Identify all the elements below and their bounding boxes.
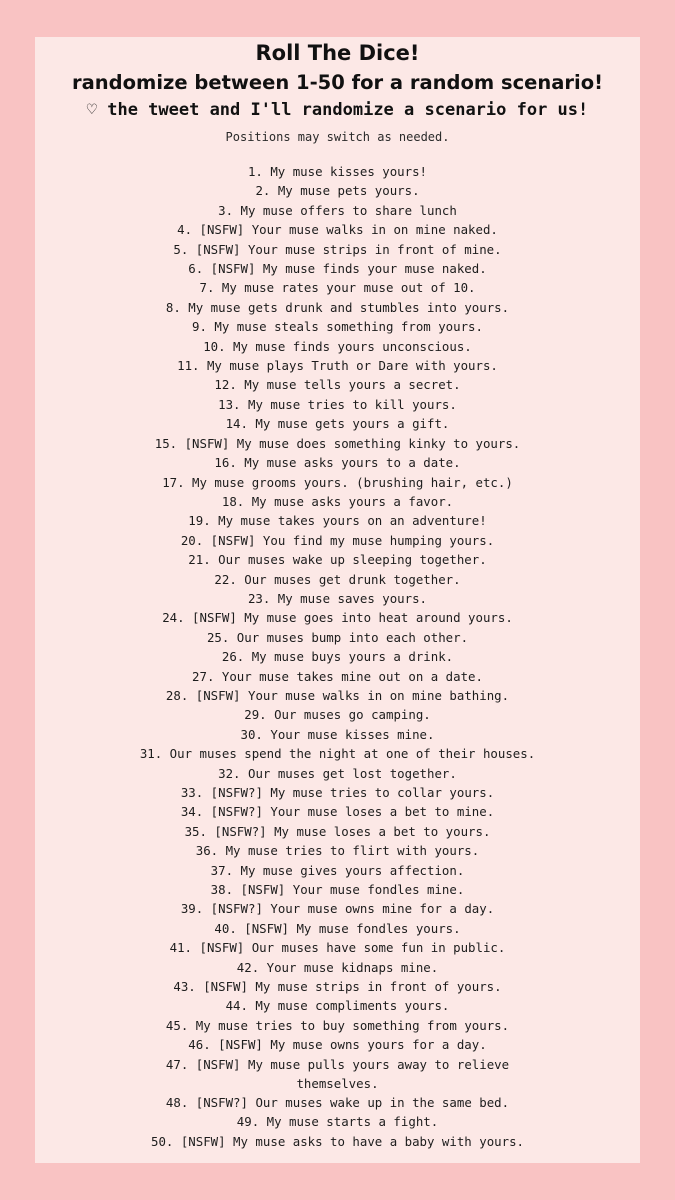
scenario-item: 25. Our muses bump into each other. — [206, 629, 469, 645]
scenario-item: 20. [NSFW] You find my muse humping yours. — [180, 532, 495, 548]
scenario-item: 18. My muse asks yours a favor. — [221, 493, 454, 509]
scenario-item: 21. Our muses wake up sleeping together. — [188, 552, 487, 568]
scenario-item: 47. [NSFW] My muse pulls yours away to relieve themselves. — [165, 1056, 510, 1091]
scenario-item: 3. My muse offers to share lunch — [218, 202, 457, 218]
scenario-item: 24. [NSFW] My muse goes into heat around yours. — [162, 610, 513, 626]
scenario-item: 44. My muse compliments yours. — [225, 998, 450, 1014]
scenario-item: 34. [NSFW?] Your muse loses a bet to mine. — [180, 804, 495, 820]
scenario-item: 46. [NSFW] My muse owns yours for a day. — [188, 1037, 487, 1053]
scenario-item: 17. My muse grooms yours. (brushing hair, etc.) — [162, 474, 513, 490]
scenario-item: 22. Our muses get drunk together. — [214, 571, 461, 587]
scenario-item: 8. My muse gets drunk and stumbles into yours. — [165, 299, 510, 315]
content-card — [35, 37, 640, 1163]
tweet-instruction — [35, 97, 640, 123]
scenario-item: 28. [NSFW] Your muse walks in on mine bathing. — [165, 687, 510, 703]
scenario-item: 43. [NSFW] My muse strips in front of yours. — [173, 979, 502, 995]
scenario-item: 41. [NSFW] Our muses have some fun in public. — [169, 940, 506, 956]
scenario-item: 48. [NSFW?] Our muses wake up in the same bed. — [165, 1094, 510, 1110]
scenario-item: 4. [NSFW] Your muse walks in on mine naked. — [177, 222, 498, 238]
scenario-item: 2. My muse pets yours. — [255, 183, 420, 199]
scenario-list — [35, 162, 640, 1151]
scenario-item: 42. Your muse kidnaps mine. — [236, 959, 439, 975]
page-subtitle: randomize between 1-50 for a random scenario! — [72, 71, 603, 94]
scenario-item: 31. Our muses spend the night at one of their houses. — [139, 746, 536, 762]
scenario-item: 32. Our muses get lost together. — [218, 765, 457, 781]
scenario-item: 29. Our muses go camping. — [244, 707, 431, 723]
scenario-item: 37. My muse gives yours affection. — [210, 862, 465, 878]
scenario-item: 12. My muse tells yours a secret. — [214, 377, 461, 393]
scenario-item: 49. My muse starts a fight. — [236, 1114, 439, 1130]
positions-note: Positions may switch as needed. — [225, 130, 450, 144]
scenario-item: 38. [NSFW] Your muse fondles mine. — [210, 882, 465, 898]
scenario-item: 15. [NSFW] My muse does something kinky to yours. — [154, 435, 521, 451]
scenario-item: 16. My muse asks yours to a date. — [214, 455, 461, 471]
scenario-item: 23. My muse saves yours. — [247, 590, 428, 606]
header — [35, 37, 640, 144]
scenario-item: 50. [NSFW] My muse asks to have a baby with yours. — [151, 1133, 524, 1149]
scenario-item: 27. Your muse takes mine out on a date. — [192, 668, 483, 684]
scenario-item: 9. My muse steals something from yours. — [192, 319, 483, 335]
scenario-item: 7. My muse rates your muse out of 10. — [199, 280, 476, 296]
heart-icon: ♡ — [86, 100, 97, 120]
scenario-item: 26. My muse buys yours a drink. — [221, 649, 454, 665]
tweet-instruction-text: the tweet and I'll randomize a scenario for us! — [96, 100, 589, 120]
scenario-item: 40. [NSFW] My muse fondles yours. — [214, 920, 461, 936]
scenario-item: 39. [NSFW?] Your muse owns mine for a day. — [180, 901, 495, 917]
scenario-item: 1. My muse kisses yours! — [247, 164, 428, 179]
scenario-item: 45. My muse tries to buy something from yours. — [165, 1017, 510, 1033]
scenario-item: 5. [NSFW] Your muse strips in front of mine. — [173, 241, 502, 257]
scenario-item: 33. [NSFW?] My muse tries to collar yours. — [180, 785, 495, 800]
scenario-item: 13. My muse tries to kill yours. — [218, 396, 457, 412]
scenario-item: 30. Your muse kisses mine. — [240, 726, 435, 742]
scenario-item: 6. [NSFW] My muse finds your muse naked. — [188, 261, 487, 277]
scenario-item: 11. My muse plays Truth or Dare with yours. — [177, 358, 498, 374]
scenario-item: 19. My muse takes yours on an adventure! — [188, 513, 487, 529]
scenario-item: 35. [NSFW?] My muse loses a bet to yours. — [184, 823, 491, 839]
page-title: Roll The Dice! — [255, 41, 420, 65]
scenario-item: 10. My muse finds yours unconscious. — [203, 338, 472, 354]
scenario-item: 14. My muse gets yours a gift. — [225, 416, 450, 432]
scenario-item: 36. My muse tries to flirt with yours. — [195, 843, 480, 859]
